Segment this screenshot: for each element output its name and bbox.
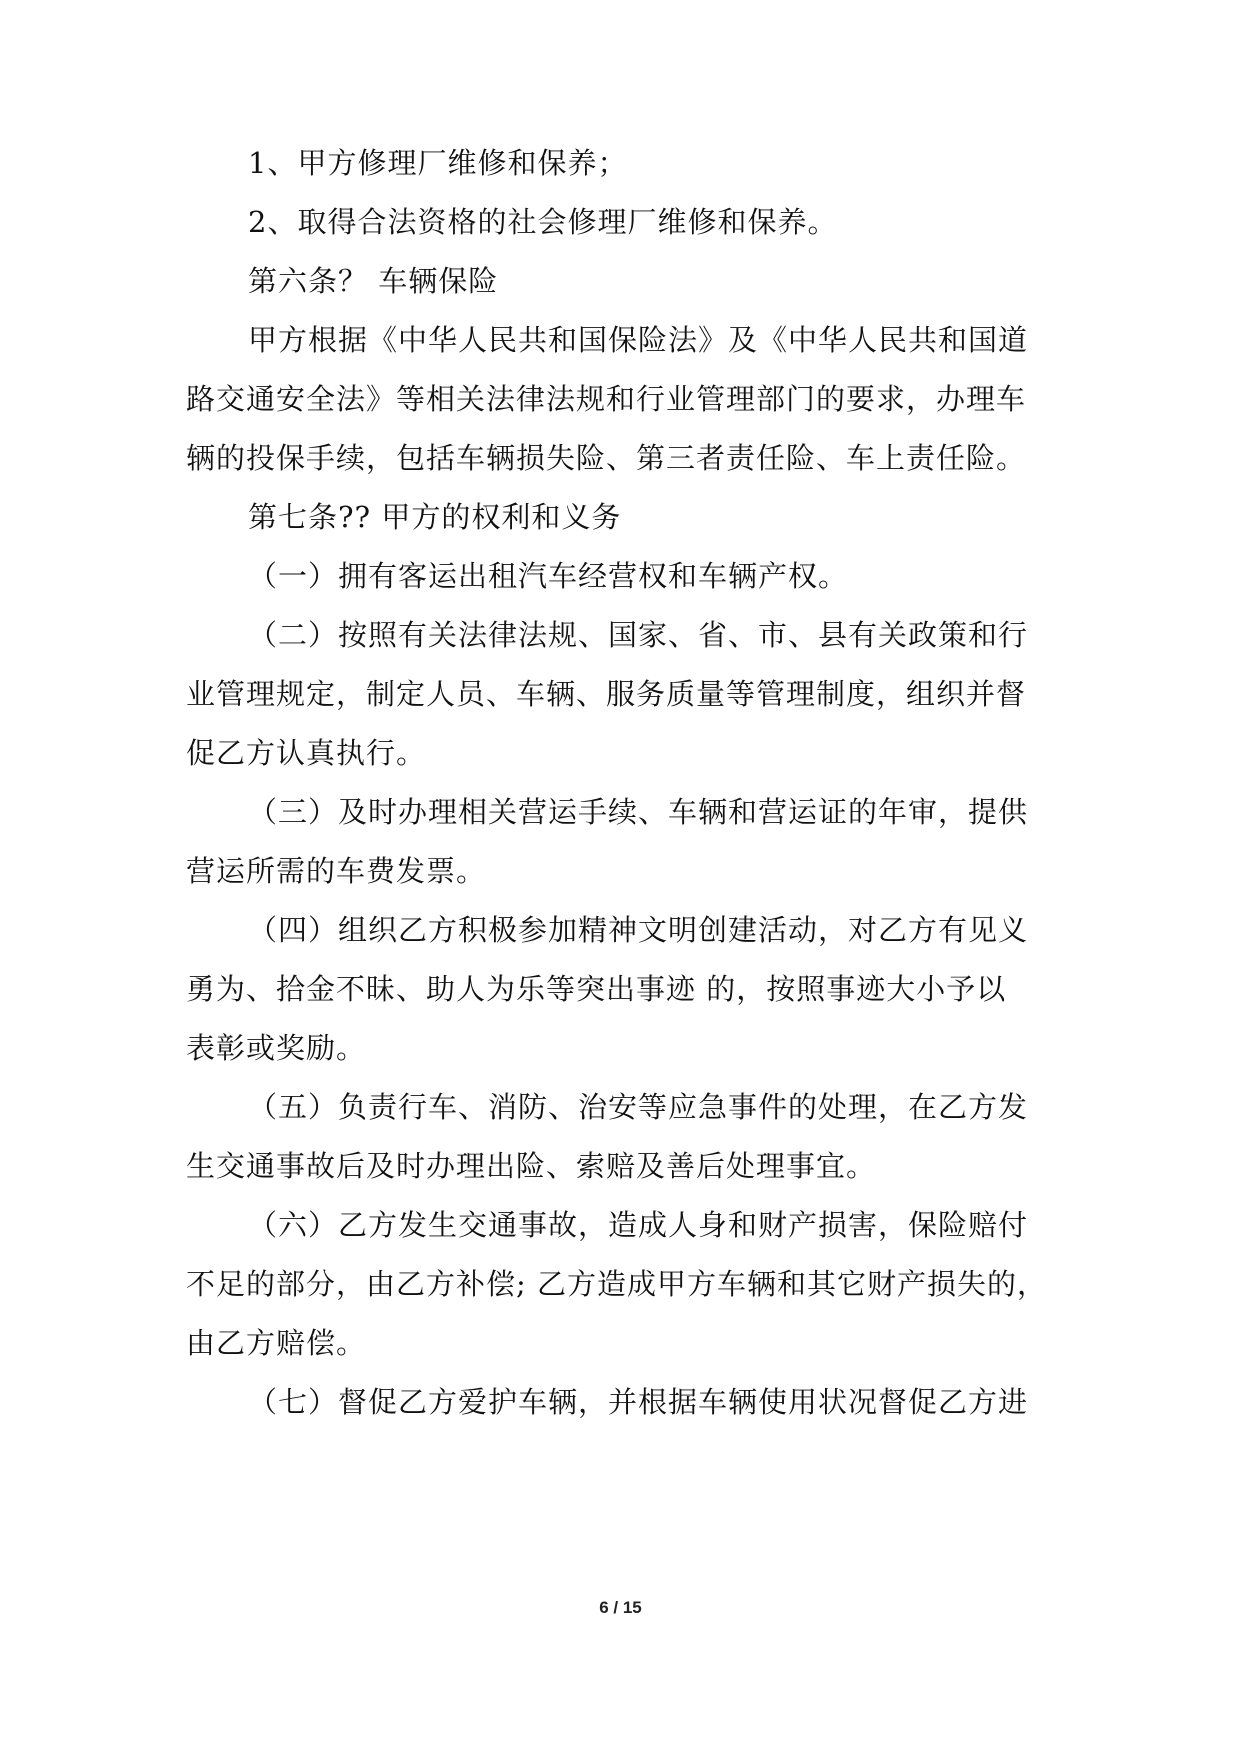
text-line: 辆的投保手续，包括车辆损失险、第三者责任险、车上责任险。 <box>186 441 1027 475</box>
text-line: 不足的部分，由乙方补偿; 乙方造成甲方车辆和其它财产损失的， <box>186 1267 1047 1301</box>
text-line: 1、甲方修理厂维修和保养； <box>248 146 628 180</box>
text-line: 表彰或奖励。 <box>186 1031 367 1065</box>
text-line: （四）组织乙方积极参加精神文明创建活动，对乙方有见义 <box>248 913 1029 947</box>
text-line: 业管理规定，制定人员、车辆、服务质量等管理制度，组织并督 <box>186 677 1027 711</box>
section-heading: 第六条？ 车辆保险 <box>248 264 499 298</box>
text-line: （一）拥有客运出租汽车经营权和车辆产权。 <box>248 559 849 593</box>
text-line: 生交通事故后及时办理出险、索赔及善后处理事宜。 <box>186 1149 877 1183</box>
page-number: 6 / 15 <box>599 1598 642 1617</box>
text-line: 甲方根据《中华人民共和国保险法》及《中华人民共和国道 <box>248 323 1029 357</box>
text-line: 营运所需的车费发票。 <box>186 854 487 888</box>
text-line: 路交通安全法》等相关法律法规和行业管理部门的要求，办理车 <box>186 382 1027 416</box>
text-line: （七）督促乙方爱护车辆，并根据车辆使用状况督促乙方进 <box>248 1385 1029 1419</box>
text-line: 2、取得合法资格的社会修理厂维修和保养。 <box>248 205 838 239</box>
text-line: （六）乙方发生交通事故，造成人身和财产损害，保险赔付 <box>248 1208 1029 1242</box>
text-line: 勇为、拾金不昧、助人为乐等突出事迹 的，按照事迹大小予以 <box>186 972 1007 1006</box>
text-line: （二）按照有关法律法规、国家、省、市、县有关政策和行 <box>248 618 1029 652</box>
text-line: 由乙方赔偿。 <box>186 1326 367 1360</box>
text-line: （三）及时办理相关营运手续、车辆和营运证的年审，提供 <box>248 795 1029 829</box>
text-line: 促乙方认真执行。 <box>186 736 427 770</box>
text-line: （五）负责行车、消防、治安等应急事件的处理，在乙方发 <box>248 1090 1029 1124</box>
section-heading: 第七条?? 甲方的权利和义务 <box>248 500 622 534</box>
